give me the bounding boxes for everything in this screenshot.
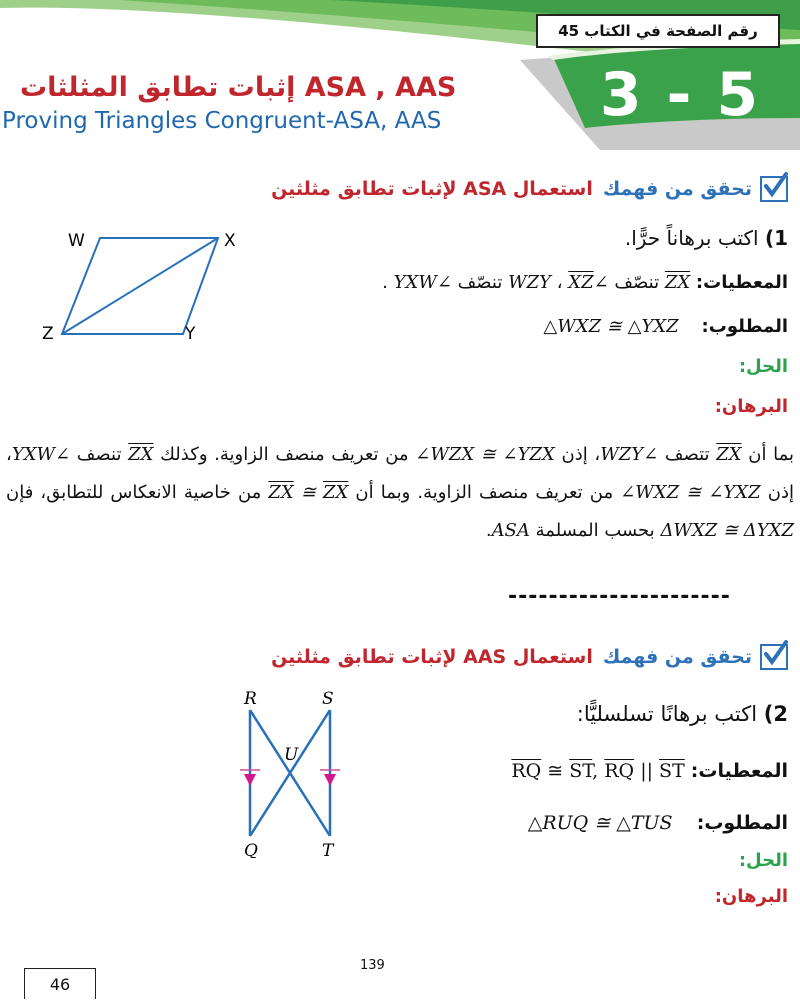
given-comma: , (592, 760, 599, 782)
proof-math: ASA (491, 520, 530, 541)
check-label: تحقق من فهمك (602, 646, 752, 668)
given-relation: || (640, 760, 653, 782)
proof-paragraph: بما أن ZX تتصف ∠WZY، إذن ∠WZX ≅ ∠YZX من تعريف منصف الزاوية. وكذلك ZX تنصف ∠YXW، إذن ∠WXZ ≅ ∠YXZ من تعريف منصف الزاوية. وبما أن $\overline{ZX}$ ≅ $\overline{ZX}$ من خاصية الانعكاس للتطابق، فإن ΔWXZ ≅ ΔYXZ بحسب المسلمة ASA. (6, 444, 794, 541)
checkmark-icon (760, 644, 788, 670)
given-label: المعطيات: (690, 760, 788, 782)
vertex-label-x: X (224, 231, 236, 251)
given-segment: ZX (664, 272, 691, 293)
question-text: اكتب برهانًا تسلسليًّا: (576, 702, 758, 726)
question-number: 1) (764, 226, 788, 250)
given-relation: ≅ (547, 760, 564, 782)
divider-dashes: ---------------------- (508, 584, 731, 609)
given-end: . (382, 272, 388, 293)
question-1 (625, 226, 788, 250)
proof-text: من تعريف منصف الزاوية. وكذلك (160, 444, 409, 465)
vertex-label-z: Z (42, 324, 54, 344)
proof-text: ، إذن (6, 444, 794, 503)
vertex-label-y: Y (185, 324, 196, 344)
given-label: المعطيات: (695, 272, 788, 293)
given-2 (511, 760, 788, 782)
proof-text: تتصف (664, 444, 710, 465)
given-segment: $\overline{RQ}$ (511, 760, 542, 782)
vertex-label-u: U (284, 745, 299, 765)
vertex-label-q: Q (244, 841, 258, 858)
parallel-arrow-icon (324, 774, 336, 786)
proof-math: ∠YXW (11, 444, 71, 465)
vertex-label-s: S (322, 689, 334, 709)
solution-label: الحل: (738, 356, 788, 377)
proof-text: من تعريف منصف الزاوية. وبما أن (355, 482, 614, 503)
crossed-triangles-figure (222, 688, 352, 858)
prove-expression: △RUQ ≅ △TUS (527, 812, 673, 834)
vertex-label-r: R (244, 689, 257, 709)
given-text: تنصّف (614, 272, 660, 293)
vertex-label-t: T (322, 841, 334, 858)
proof-label: البرهان: (714, 396, 788, 417)
given-angle: ∠YXW (393, 272, 452, 293)
proof-math: ΔWXZ ≅ ΔYXZ (660, 520, 794, 541)
page-number: 139 (360, 958, 385, 973)
lesson-number: 3 - 5 (599, 60, 761, 130)
page-box: 46 (24, 968, 96, 999)
proof-math: ∠WZY (600, 444, 659, 465)
prove-2 (528, 812, 788, 834)
lesson-title-english: Proving Triangles Congruent-ASA, AAS (2, 108, 442, 134)
checkmark-icon (760, 176, 788, 202)
given-1 (382, 272, 788, 293)
prove-label: المطلوب: (701, 316, 788, 337)
question-2 (577, 702, 788, 726)
proof-text: بحسب المسلمة (535, 520, 655, 541)
proof-math: ≅ (300, 482, 316, 503)
question-number: 2) (763, 702, 788, 726)
proof-text: تنصف (76, 444, 122, 465)
prove-expression: △WXZ ≅ △YXZ (543, 316, 679, 337)
given-segment: $\overline{ST}$ (659, 760, 685, 782)
question-text: اكتب برهاناً حرًّا. (624, 226, 759, 250)
parallelogram-figure (40, 226, 240, 346)
proof-math: ZX (128, 444, 154, 465)
proof-text: من خاصية الانعكاس للتطابق، فإن (6, 482, 262, 503)
given-segment: $\overline{ST}$ (569, 760, 593, 782)
lesson-title-arabic: إثبات تطابق المثلثات ASA , AAS (20, 72, 457, 103)
proof-math: $\overline{ZX}$ (268, 482, 294, 503)
vertex-label-w: W (68, 231, 85, 251)
book-page-reference: رقم الصفحة في الكتاب 45 (536, 14, 780, 48)
given-text: تنصّف (457, 272, 503, 293)
proof-label: البرهان: (714, 886, 788, 907)
given-angle: ∠WZY (508, 272, 609, 293)
given-segment: $\overline{RQ}$ (604, 760, 635, 782)
parallel-arrow-icon (244, 774, 256, 786)
proof-math: $\overline{ZX}$ (323, 482, 349, 503)
check-title: استعمال ASA لإثبات تطابق مثلثين (271, 178, 593, 200)
prove-label: المطلوب: (696, 812, 788, 834)
check-title: استعمال AAS لإثبات تطابق مثلثين (271, 646, 593, 668)
given-separator: ، (556, 272, 563, 293)
proof-text: ، إذن (561, 444, 601, 465)
proof-math: ∠WZX ≅ ∠YZX (415, 444, 555, 465)
proof-text: بما أن (748, 444, 794, 465)
check-understanding-header-1 (271, 172, 788, 206)
check-understanding-header-2 (271, 640, 788, 674)
solution-label: الحل: (738, 850, 788, 871)
proof-math: ∠WXZ ≅ ∠YXZ (620, 482, 761, 503)
proof-math: ZX (716, 444, 742, 465)
check-label: تحقق من فهمك (602, 178, 752, 200)
given-segment: XZ (568, 272, 594, 293)
prove-1 (543, 316, 788, 337)
